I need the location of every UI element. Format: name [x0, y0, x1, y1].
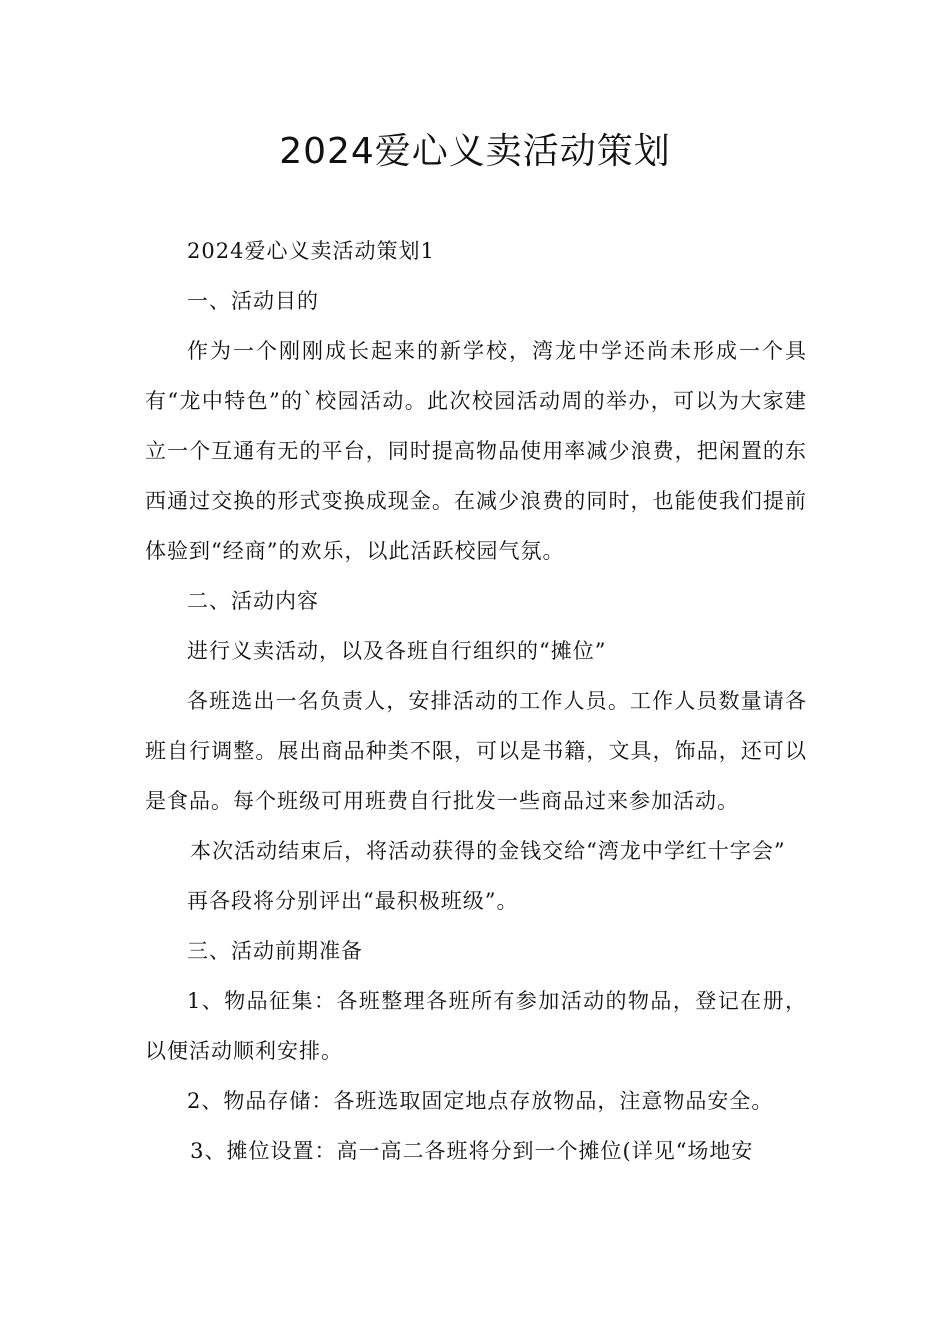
paragraph-subtitle: 2024爱心义卖活动策划1 [187, 239, 435, 263]
list-item-collection: 1、物品征集：各班整理各班所有参加活动的物品，登记在册，以便活动顺利安排。 [145, 989, 807, 1063]
heading-activity-content: 二、活动内容 [187, 589, 319, 613]
paragraph-content-intro: 进行义卖活动，以及各班自行组织的“摊位” [187, 639, 607, 663]
paragraph-purpose: 作为一个刚刚成长起来的新学校，湾龙中学还尚未形成一个具有“龙中特色”的`校园活动。此次校园活动周的举办，可以为大家建立一个互通有无的平台，同时提高物品使用率减少浪费，把闲置的东西通过交换的形式变换成现金。在减少浪费的同时，也能使我们提前体验到“经商”的欢乐，以此活跃校园气氛。 [145, 339, 807, 563]
list-item-booths: 3、摊位设置：高一高二各班将分到一个摊位(详见“场地安 [190, 1139, 754, 1163]
list-item-storage: 2、物品存储：各班选取固定地点存放物品，注意物品安全。 [187, 1089, 774, 1113]
heading-preparation: 三、活动前期准备 [187, 939, 363, 963]
document-body [145, 226, 807, 1176]
heading-activity-purpose: 一、活动目的 [187, 289, 319, 313]
paragraph-content-details: 各班选出一名负责人，安排活动的工作人员。工作人员数量请各班自行调整。展出商品种类不限，可以是书籍，文具，饰品，还可以是食品。每个班级可用班费自行批发一些商品过来参加活动。 [145, 689, 807, 813]
document-title: 2024爱心义卖活动策划 [279, 131, 671, 172]
paragraph-red-cross: 本次活动结束后，将活动获得的金钱交给“湾龙中学红十字会” [190, 839, 786, 863]
paragraph-awards: 再各段将分别评出“最积极班级”。 [187, 889, 519, 913]
